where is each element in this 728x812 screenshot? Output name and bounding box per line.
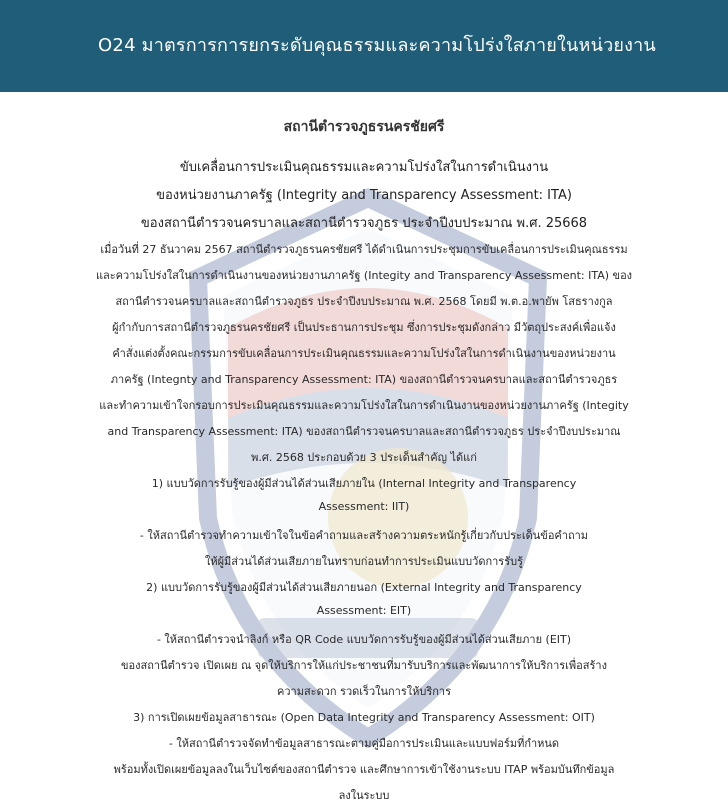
heading-line: ขับเคลื่อนการประเมินคุณธรรมและความโปร่งใสในการดำเนินงาน (179, 160, 549, 175)
body-line: ลงในระบบ (338, 789, 390, 802)
organization-name: สถานีตำรวจภูธรนครชัยศรี (283, 119, 445, 135)
section-heading: Assessment: EIT) (316, 604, 412, 617)
body-line: ให้ผู้มีส่วนได้ส่วนเสียภายในทราบก่อนทำการประเมินแบบวัดการรับรู้ (204, 555, 524, 568)
section-heading: 2) แบบวัดการรับรู้ของผู้มีส่วนได้ส่วนเสียภายนอก (External Integrity and Transparency (146, 581, 582, 594)
body-line: พ.ศ. 2568 ประกอบด้วย 3 ประเด็นสำคัญ ได้แก่ (251, 451, 477, 464)
body-line: สถานีตำรวจนครบาลและสถานีตำรวจภูธร ประจำปีงบประมาณ พ.ศ. 2568 โดยมี พ.ต.อ.พายัพ โสธรางกูล (115, 295, 613, 308)
section-heading: Assessment: IIT) (318, 500, 410, 513)
heading-line: ของหน่วยงานภาครัฐ (Integrity and Transparency Assessment: ITA) (156, 188, 572, 203)
body-line: และทำความเข้าใจกรอบการประเมินคุณธรรมและความโปร่งใสในการดำเนินงานของหน่วยงานภาครัฐ (Integity (99, 399, 629, 412)
body-line: - ให้สถานีตำรวจนำลิงก์ หรือ QR Code แบบวัดการรับรู้ของผู้มีส่วนได้ส่วนเสียภาย (EIT) (156, 633, 572, 646)
body-line: และความโปร่งใสในการดำเนินงานของหน่วยงานภาครัฐ (Integity and Transparency Assessment: ITA) ของ (95, 269, 633, 282)
body-line: - ให้สถานีตำรวจทำความเข้าใจในข้อคำถามและสร้างความตระหนักรู้เกี่ยวกับประเด็นข้อคำถาม (139, 529, 589, 542)
body-line: ภาครัฐ (Integnty and Transparency Assessment: ITA) ของสถานีตำรวจนครบาลและสถานีตำรวจภูธร (110, 373, 618, 386)
body-line: คำสั่งแต่งตั้งคณะกรรมการขับเคลื่อนการประเมินคุณธรรมและความโปร่งใสในการดำเนินงานของหน่วยงาน (112, 347, 616, 360)
body-line: ผู้กำกับการสถานีตำรวจภูธรนครชัยศรี เป็นประธานการประชุม ซึ่งการประชุมดังกล่าว มีวัตถุประสงค์เพื่อแจ้ง (112, 321, 616, 334)
body-line: - ให้สถานีตำรวจจัดทำข้อมูลสาธารณะตามคู่มือการประเมินและแบบฟอร์มที่กำหนด (168, 737, 560, 750)
section-heading: 3) การเปิดเผยข้อมูลสาธารณะ (Open Data Integrity and Transparency Assessment: OIT) (133, 711, 595, 724)
page-title: O24 มาตรการการยกระดับคุณธรรมและความโปร่งใสภายในหน่วยงาน (98, 35, 656, 56)
body-line: พร้อมทั้งเปิดเผยข้อมูลลงในเว็บไซต์ของสถานีตำรวจ และศึกษาการเข้าใช้งานระบบ ITAP พร้อมบันทึกข้อมูล (113, 763, 615, 776)
body-line: ความสะดวก รวดเร็วในการให้บริการ (276, 685, 452, 698)
section-heading: 1) แบบวัดการรับรู้ของผู้มีส่วนได้ส่วนเสียภายใน (Internal Integrity and Transparency (151, 477, 577, 490)
body-line: and Transparency Assessment: ITA) ของสถานีตำรวจนครบาลและสถานีตำรวจภูธร ประจำปีงบประมาณ (107, 425, 621, 438)
body-line: เมื่อวันที่ 27 ธันวาคม 2567 สถานีตำรวจภูธรนครชัยศรี ได้ดำเนินการประชุมการขับเคลื่อนการประเมินคุณธรรม (100, 243, 628, 256)
document-body (0, 92, 728, 812)
heading-line: ของสถานีตำรวจนครบาลและสถานีตำรวจภูธร ประจำปีงบประมาณ พ.ศ. 25668 (140, 216, 588, 231)
page-header (0, 0, 728, 92)
body-line: ของสถานีตำรวจ เปิดเผย ณ จุดให้บริการให้แก่ประชาชนที่มารับบริการและพัฒนาการให้บริการเพื่อสร้าง (121, 659, 607, 672)
